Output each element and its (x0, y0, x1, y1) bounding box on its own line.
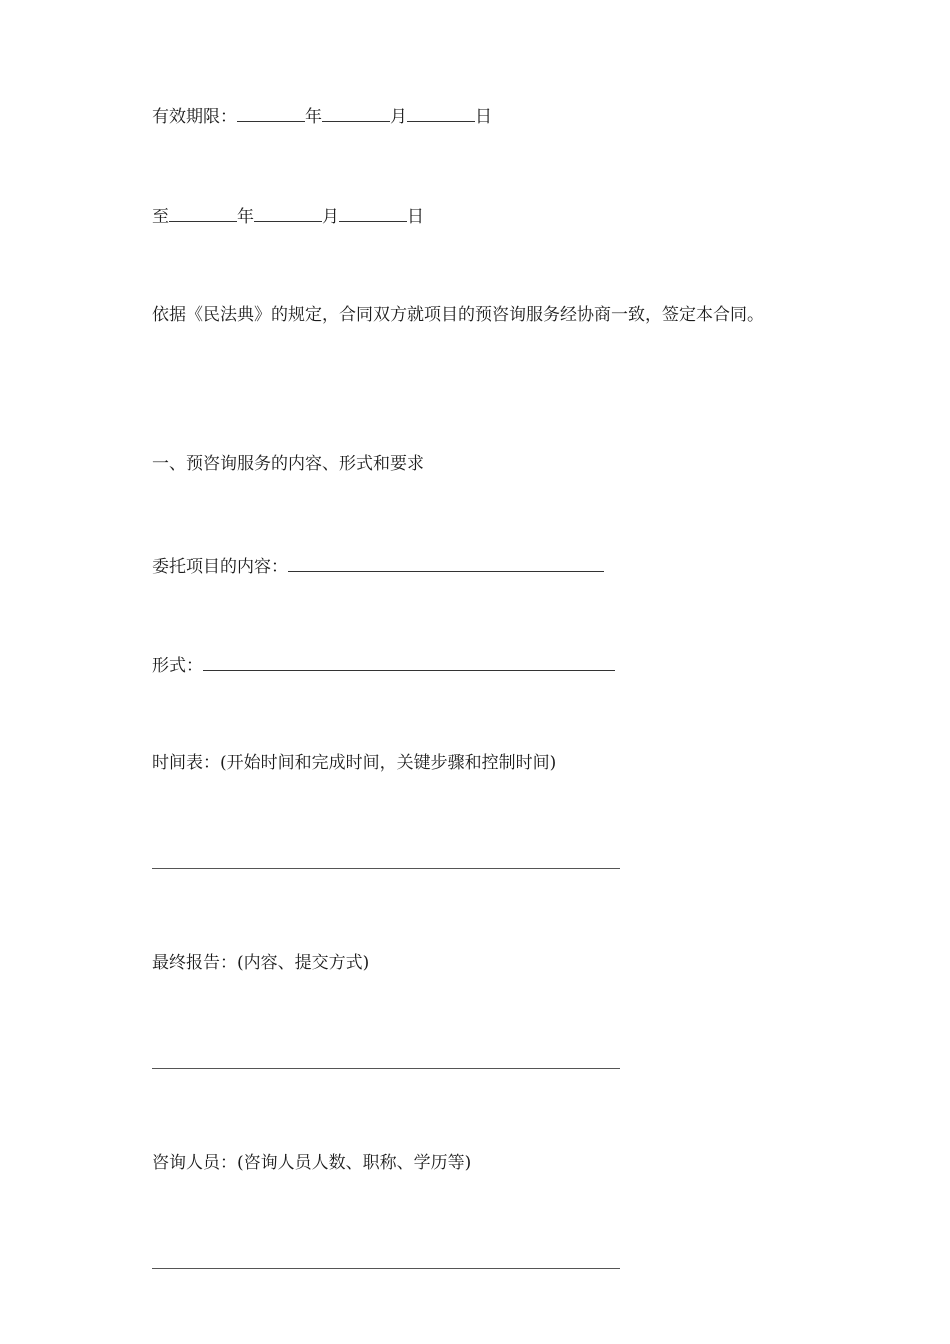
until-label: 至 (152, 207, 169, 227)
validity-until-line (152, 204, 424, 226)
content-field-line (152, 554, 604, 576)
validity-label: 有效期限： (152, 107, 237, 127)
schedule-label: 时间表：(开始时间和完成时间，关键步骤和控制时间) (152, 753, 557, 773)
schedule-blank-line[interactable] (152, 868, 620, 869)
validity-year-blank[interactable] (237, 104, 305, 122)
until-month-blank[interactable] (254, 204, 322, 222)
form-label: 形式： (152, 656, 203, 676)
validity-day-unit: 日 (475, 107, 492, 127)
until-month-unit: 月 (322, 207, 339, 227)
consultants-label: 咨询人员：(咨询人员人数、职称、学历等) (152, 1153, 472, 1173)
section1-heading: 一、预咨询服务的内容、形式和要求 (152, 454, 424, 474)
until-day-blank[interactable] (339, 204, 407, 222)
content-label: 委托项目的内容： (152, 557, 288, 577)
validity-day-blank[interactable] (407, 104, 475, 122)
until-year-blank[interactable] (169, 204, 237, 222)
validity-year-unit: 年 (305, 107, 322, 127)
until-day-unit: 日 (407, 207, 424, 227)
validity-month-unit: 月 (390, 107, 407, 127)
validity-month-blank[interactable] (322, 104, 390, 122)
final-report-label: 最终报告：(内容、提交方式) (152, 953, 370, 973)
form-field-line (152, 653, 615, 675)
form-blank[interactable] (203, 653, 615, 671)
intro-paragraph: 依据《民法典》的规定，合同双方就项目的预咨询服务经协商一致，签定本合同。 (152, 305, 764, 325)
content-blank[interactable] (288, 554, 604, 572)
until-year-unit: 年 (237, 207, 254, 227)
consultants-blank-line[interactable] (152, 1268, 620, 1269)
final-report-blank-line[interactable] (152, 1068, 620, 1069)
validity-period-line (152, 104, 492, 126)
